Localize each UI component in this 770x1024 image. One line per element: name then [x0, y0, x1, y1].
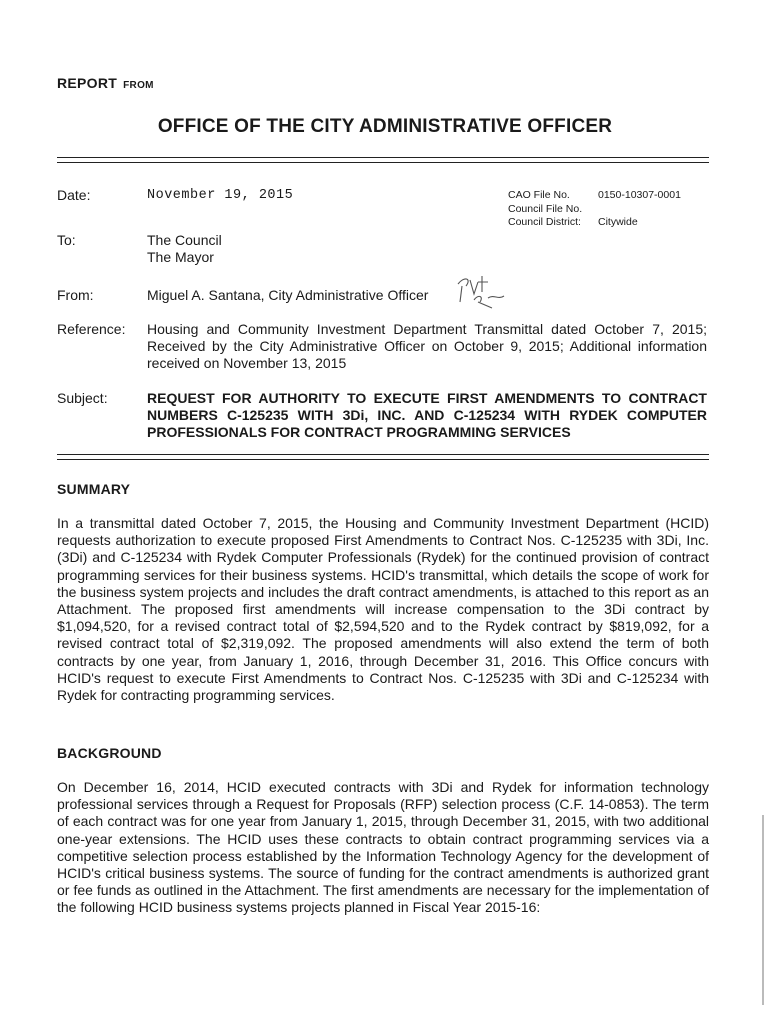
from-label: From:	[57, 287, 94, 303]
council-district-value: Citywide	[598, 216, 638, 228]
to-recipients	[147, 232, 222, 266]
council-district-row	[508, 216, 681, 230]
file-info-block	[508, 189, 681, 230]
to-label: To:	[57, 232, 76, 248]
reference-label: Reference:	[57, 321, 126, 337]
council-file-label: Council File No.	[508, 202, 583, 215]
background-heading: BACKGROUND	[57, 745, 162, 761]
date-value: November 19, 2015	[147, 188, 294, 203]
date-label: Date:	[57, 187, 91, 203]
to-line-council: The Council	[147, 232, 222, 248]
background-paragraph: On December 16, 2014, HCID executed contracts with 3Di and Rydek for information technology professional services through a Request for Proposals (RFP) selection process (C.F. 14-0853). The term of each contract was for one year from January 1, 2015, through December 31, 2015, with two additional one-year extensions. The HCID uses these contracts to obtain contract programming services via a competitive selection process established by the Information Technology Agency for the development of HCID's critical business systems. The source of funding for the contract amendments is authorized grant or fee funds as outlined in the Attachment. The first amendments are necessary for the implementation of the following HCID business systems projects planned in Fiscal Year 2015-16:	[57, 779, 709, 916]
handwritten-initials	[452, 272, 510, 312]
from-word: FROM	[123, 80, 154, 91]
council-district-label: Council District:	[508, 216, 581, 228]
header-divider-top	[57, 157, 709, 158]
office-title: OFFICE OF THE CITY ADMINISTRATIVE OFFICER	[157, 116, 613, 137]
cao-file-value: 0150-10307-0001	[598, 189, 681, 201]
scan-edge-mark	[762, 815, 764, 1005]
summary-heading: SUMMARY	[57, 481, 131, 497]
report-word: REPORT	[57, 75, 118, 91]
subject-divider-bottom	[57, 459, 709, 460]
reference-value: Housing and Community Investment Department Transmittal dated October 7, 2015; Received by the City Administrative Officer on October 9, 2015; Additional information received on November 13, 2015	[147, 321, 707, 371]
report-from-label	[57, 75, 154, 93]
subject-label: Subject:	[57, 390, 108, 406]
summary-paragraph: In a transmittal dated October 7, 2015, the Housing and Community Investment Department (HCID) requests authorization to execute proposed First Amendments to Contract Nos. C-125235 with 3Di, Inc. (3Di) and C-125234 with Rydek Computer Professionals (Rydek) for the continued provision of contract programming services for their business systems. HCID's transmittal, which details the scope of work for the business system projects and includes the draft contract amendments, is attached to this report as an Attachment. The proposed first amendments will increase compensation to the 3Di contract by $1,094,520, for a revised contract total of $2,594,520 and to the Rydek contract by $819,092, for a revised contract total of $2,319,092. The proposed amendments will also extend the term of both contracts by one year, from January 1, 2016, through December 31, 2016. This Office concurs with HCID's request to execute First Amendments to Contract Nos. C-125235 with 3Di and C-125234 with Rydek for contracting programming services.	[57, 515, 709, 704]
from-value: Miguel A. Santana, City Administrative Officer	[147, 287, 429, 303]
council-file-row	[508, 203, 681, 217]
to-line-mayor: The Mayor	[147, 249, 214, 265]
cao-file-row	[508, 189, 681, 203]
header-divider-bottom	[57, 162, 709, 163]
subject-value: REQUEST FOR AUTHORITY TO EXECUTE FIRST AMENDMENTS TO CONTRACT NUMBERS C-125235 WITH 3Di, INC. AND C-125234 WITH RYDEK COMPUTER PROFESSIONALS FOR CONTRACT PROGRAMMING SERVICES	[147, 390, 707, 440]
subject-divider-top	[57, 454, 709, 455]
cao-file-label: CAO File No.	[508, 189, 570, 201]
